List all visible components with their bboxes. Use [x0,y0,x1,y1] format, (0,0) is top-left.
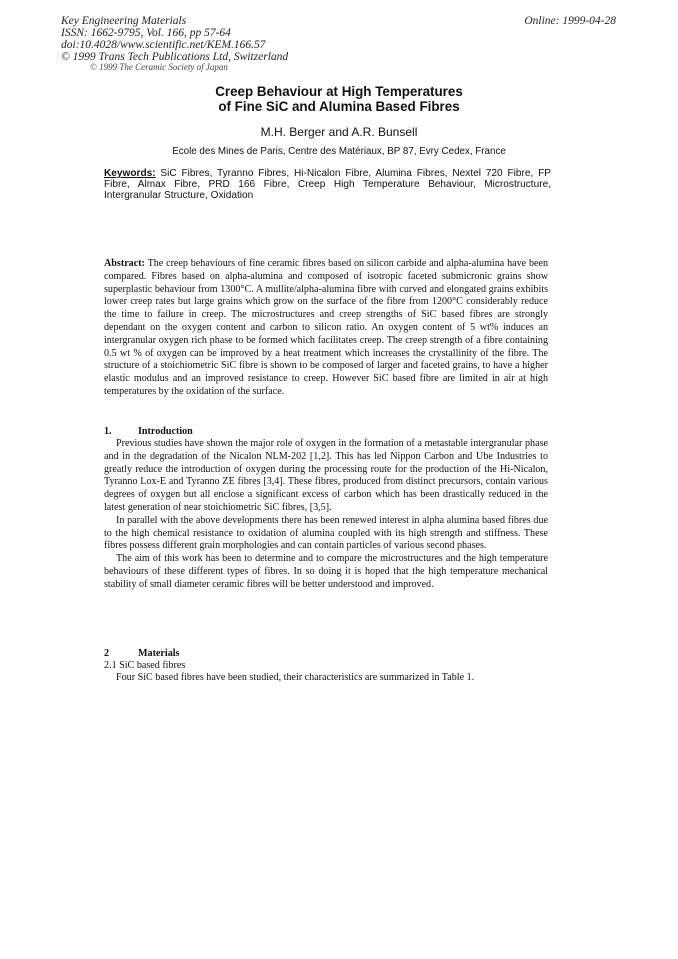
subsection-2-1-heading: 2.1 SiC based fibres [104,660,186,671]
issn-line: ISSN: 1662-9795, Vol. 166, pp 57-64 [61,27,231,39]
abstract-text: The creep behaviours of fine ceramic fibres based on silicon carbide and alpha-alumina have been compared. Fibres based on alpha-alumina and composed of isotropic faceted submicronic grains show superplastic behaviour from 1300°C. A mullite/alpha-alumina fibre with curved and elongated grains exhibits lower creep rates but large grains which grow on the surface of the fibre from 1200°C considerably reduce the time to failure in creep. The microstructures and creep strengths of SiC based fibres are strongly dependant on the oxygen content and carbon to silicon ratio. An oxygen content of 5 wt% induces an intergranular oxygen rich phase to be formed which facilitates creep. The creep strength of a fibre containing 0.5 wt % of oxygen can be improved by a heat treatment which increases the crystallinity of the fibre. The structure of a stoichiometric SiC fibre is shown to be composed of larger and faceted grains, to have a higher elastic modulus and an improved resistance to creep. However SiC based fibre are limited in air at high temperatures by the oxidation of the surface. [104,258,548,397]
keywords-text: SiC Fibres, Tyranno Fibres, Hi-Nicalon Fibre, Alumina Fibres, Nextel 720 Fibre, FP Fibre, Almax Fibre, PRD 166 Fibre, Creep High Temperature Behaviour, Microstructure, Intergranular Structure, Oxidation [104,168,551,201]
section-2-body [104,672,548,685]
affiliation: Ecole des Mines de Paris, Centre des Matériaux, BP 87, Evry Cedex, France [172,146,506,157]
keywords [104,168,551,201]
section-2-heading [104,648,548,661]
online-date: Online: 1999-04-28 [524,15,616,27]
section-1-body [104,438,548,592]
section-1-heading [104,426,548,439]
materials-paragraph-1: Four SiC based fibres have been studied, their characteristics are summarized in Table 1. [116,672,475,683]
paper-title-line-1: Creep Behaviour at High Temperatures [215,84,463,99]
intro-paragraph-3: The aim of this work has been to determine and to compare the microstructures and the high temperature behaviours of these different types of fibres. In so doing it is hoped that the high temperature mechanical stability of small diameter ceramic fibres will be better understood and improved. [104,553,548,590]
authors: M.H. Berger and A.R. Bunsell [260,125,418,139]
society-line: © 1999 The Ceramic Society of Japan [90,62,228,72]
section-2-title: Materials [138,648,180,659]
keywords-label: Keywords: [104,168,156,179]
section-1-title: Introduction [138,426,193,437]
copyright-line: © 1999 Trans Tech Publications Ltd, Switzerland [61,51,289,63]
journal-name: Key Engineering Materials [61,15,187,27]
section-1-number: 1. [104,426,112,437]
section-2-number: 2 [104,648,110,659]
intro-paragraph-1: Previous studies have shown the major role of oxygen in the formation of a metastable intergranular phase and in the degradation of the Nicalon NLM-202 [1,2]. This has led Nippon Carbon and Ube Industries to greatly reduce the introduction of oxygen during the processing route for the production of the Hi-Nicalon, Tyranno Lox-E and Tyranno ZE fibres [3,4]. These fibres, produced from distinct precursors, contain various degrees of oxygen but all enclose a significant excess of carbon which has been drastically reduced in the latest generation of near stoichiometric SiC fibres, [3,5]. [104,438,548,513]
doi-line: doi:10.4028/www.scientific.net/KEM.166.57 [61,39,266,51]
abstract [104,258,548,399]
abstract-label: Abstract: [104,258,145,269]
paper-title-line-2: of Fine SiC and Alumina Based Fibres [218,99,460,114]
intro-paragraph-2: In parallel with the above developments there has been renewed interest in alpha alumina based fibres due to the high chemical resistance to oxidation of alumina coupled with its high strength and stiffness. These fibres possess different grain morphologies and can contain particles of various second phases. [104,514,548,552]
